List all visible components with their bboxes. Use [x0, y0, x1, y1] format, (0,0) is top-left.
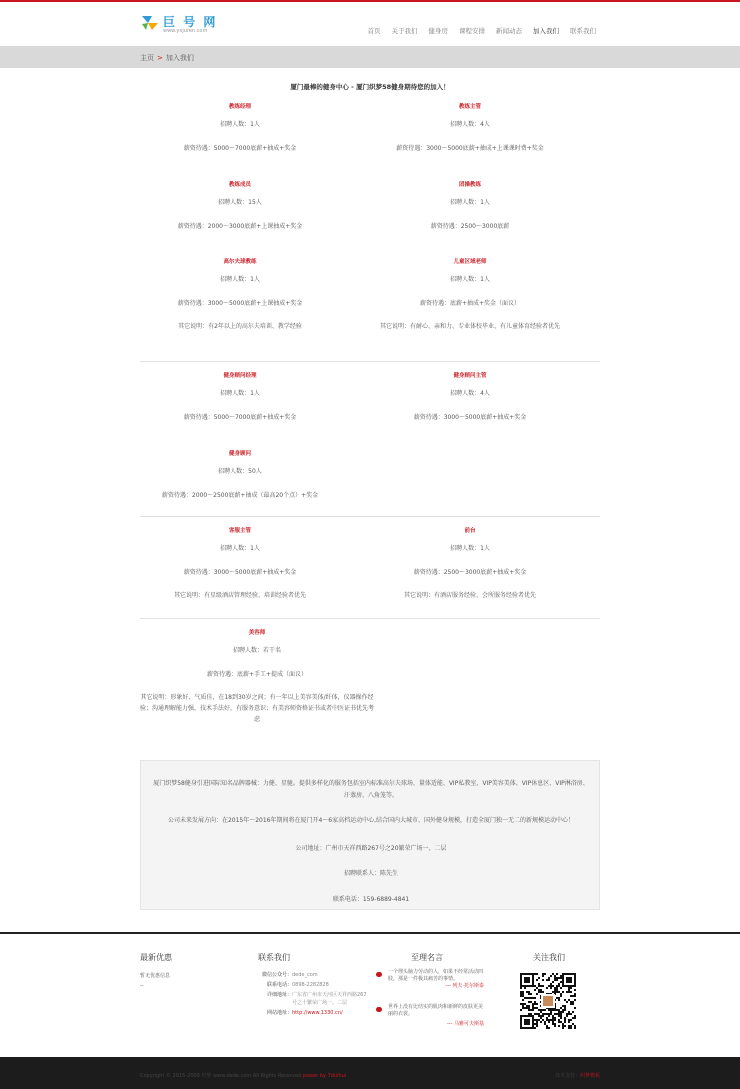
job-detail: 其它说明：形象好，气质佳，在18到30岁之间；有一年以上美容美体/纤体，仪器操作经验；沟通理解能力强，技术手法好，有服务意识；有美容师资格证书或者中医证书优先考虑	[140, 694, 375, 723]
job-title: 健身顾问主管	[453, 373, 487, 379]
nav-item[interactable]: 联系我们	[570, 27, 596, 35]
contact-label: 联系电话：	[266, 982, 292, 988]
quote-item	[388, 1004, 484, 1028]
company-info-line: 公司地址：广州市天祥西路267号之20繁荣广场一、二层	[295, 845, 447, 852]
contact-value: 0898-2282828	[292, 982, 329, 988]
nav-item[interactable]: 首页	[367, 27, 381, 35]
logo-icon	[140, 14, 160, 32]
section-divider	[140, 516, 600, 517]
job-detail: 招聘人数：1人	[220, 390, 260, 397]
job-detail: 薪资待遇：3000～5000底薪+抽成+奖金	[413, 413, 527, 421]
footer-promo	[140, 952, 172, 989]
job-detail: 其它说明：有星级酒店管理经验、培训经验者优先	[173, 592, 306, 599]
footer-contact-title: 联系我们	[258, 953, 290, 962]
breadcrumb-bar	[0, 46, 740, 68]
job-posting	[140, 628, 375, 723]
contact-label: 详细地址：	[266, 992, 292, 998]
footer-promo-dash: --	[140, 983, 144, 989]
contact-row	[258, 981, 368, 989]
job-title: 美容师	[248, 630, 266, 636]
logo[interactable]	[140, 12, 230, 38]
nav-item[interactable]: 新闻动态	[496, 27, 522, 35]
job-title: 教练成员	[228, 182, 251, 188]
footer-quotes	[372, 952, 482, 963]
quote-item	[388, 969, 484, 990]
job-detail: 招聘人数：1人	[450, 276, 490, 283]
job-posting	[370, 526, 570, 599]
job-detail: 薪资待遇：底薪+手工+提成（面议）	[206, 670, 308, 678]
footer-promo-item[interactable]: 暂无优惠信息	[140, 973, 171, 979]
job-detail: 招聘人数：1人	[220, 545, 260, 552]
copyright	[140, 1072, 346, 1079]
quote-icon	[376, 972, 382, 977]
breadcrumb-home-link[interactable]: 主页	[140, 54, 154, 62]
tech-support-label: 技术支持：	[554, 1073, 580, 1079]
nav-item[interactable]: 课程安排	[459, 27, 485, 35]
company-info-line: 厦门织梦58健身引进国际知名品牌器械：力健、星驰。提供多样化的服务包括室内标准高尔夫球场、量体适能、VIP私教室、VIP美容美体、VIP休息区、VIP淋浴房、汗蒸房、八角笼等。	[153, 780, 589, 799]
breadcrumb	[140, 53, 194, 63]
footer-contact	[258, 952, 368, 1019]
company-info-line: 联系电话：159-6889-4841	[332, 896, 410, 903]
job-detail: 招聘人数：1人	[450, 199, 490, 206]
powered-by-link[interactable]: power by 7duihui	[302, 1073, 347, 1079]
quote-author: --- 马雅可夫斯基	[446, 1021, 484, 1027]
job-detail: 薪资待遇：3000～5000底薪+抽成+奖金	[183, 568, 297, 576]
job-title: 客服主管	[228, 528, 251, 534]
footer-follow	[520, 952, 578, 1031]
job-posting	[370, 257, 570, 330]
contact-value[interactable]: http://www.1330.cn/	[292, 1010, 343, 1016]
job-posting	[140, 371, 340, 421]
job-detail: 招聘人数：4人	[450, 121, 490, 128]
qr-code-icon	[520, 973, 576, 1029]
footer-bottom-bar	[0, 1057, 740, 1089]
quote-icon	[376, 1007, 382, 1012]
quote-author: --- 列夫·托尔斯泰	[445, 983, 484, 989]
job-posting	[370, 102, 570, 152]
job-posting	[370, 180, 570, 230]
job-title: 教练主管	[458, 104, 481, 110]
job-title: 高尔夫球教练	[223, 259, 257, 265]
job-posting	[140, 102, 340, 152]
job-detail: 招聘人数：若干名	[232, 647, 281, 654]
footer-quotes-title: 至理名言	[411, 953, 443, 962]
section-divider	[140, 361, 600, 362]
logo-subtext: www.yxjuren.com	[163, 28, 208, 34]
contact-value: 广东省广州市天河区天祥西路267号之十繁荣广场一、二层	[292, 992, 367, 1006]
job-detail: 招聘人数：1人	[450, 545, 490, 552]
job-detail: 其它说明：有2年以上的高尔夫培训、教学经验	[178, 323, 302, 330]
job-detail: 薪资待遇：5000～7000底薪+抽成+奖金	[183, 413, 297, 421]
job-title: 儿童区域老师	[453, 259, 487, 265]
job-title: 健身顾问经理	[223, 373, 257, 379]
breadcrumb-current: 加入我们	[165, 54, 194, 62]
company-info-line: 招聘联系人：陈先生	[343, 870, 398, 877]
contact-label: 微信公众号：	[261, 972, 292, 978]
job-detail: 薪资待遇：2000～2500底薪+抽成（最高20个点）+奖金	[161, 491, 319, 499]
job-detail: 薪资待遇：3000～5000底薪+抽成+上课课时费+奖金	[396, 144, 544, 152]
job-detail: 薪资待遇：2500～3000底薪+抽成+奖金	[413, 568, 527, 576]
job-detail: 薪资待遇：2000～3000底薪+上课抽成+奖金	[177, 222, 303, 230]
job-detail: 招聘人数：4人	[450, 390, 490, 397]
contact-label: 网站地址：	[266, 1010, 292, 1016]
job-detail: 薪资待遇：2500～3000底薪	[430, 222, 510, 230]
job-detail: 招聘人数：1人	[220, 121, 260, 128]
nav-item[interactable]: 加入我们	[533, 27, 559, 35]
footer-promo-title: 最新优惠	[140, 953, 172, 962]
nav-item[interactable]: 健身房	[428, 27, 448, 35]
job-title: 健身顾问	[228, 451, 251, 457]
job-detail: 薪资待遇：3000～5000底薪+上课抽成+奖金	[177, 299, 303, 307]
job-posting	[140, 180, 340, 230]
header	[0, 2, 740, 46]
job-detail: 招聘人数：1人	[220, 276, 260, 283]
logo-text: 巨 号 网	[163, 15, 218, 29]
job-detail: 薪资待遇：底薪+抽成+奖金（面议）	[419, 299, 521, 307]
company-info-box	[140, 760, 600, 910]
job-detail: 薪资待遇：5000～7000底薪+抽成+奖金	[183, 144, 297, 152]
job-posting	[140, 526, 340, 599]
job-posting	[140, 449, 340, 499]
job-title: 团操教练	[458, 182, 481, 188]
job-detail: 其它说明：有酒店服务经验、会所服务经验者优先	[403, 592, 536, 599]
job-posting	[370, 371, 570, 421]
company-info-line: 公司未来发展方向：在2015年～2016年期间将在厦门开4～6家高档运动中心,结合国内大城市、国外健身规模，打造全厦门独一无二的新规模运动中心！	[167, 817, 575, 824]
job-detail: 其它说明：有耐心、亲和力、专业体校毕业、有儿童体育经验者优先	[379, 323, 560, 330]
contact-value: dede_com	[292, 972, 318, 978]
job-title: 前台	[464, 528, 476, 534]
contact-row	[258, 1009, 368, 1017]
tech-support	[555, 1072, 600, 1079]
copyright-text: Copyright © 2015-2009 织梦 www.dede.com All Rights Reserved	[140, 1073, 302, 1079]
job-title: 教练经理	[228, 104, 251, 110]
contact-row	[258, 971, 368, 979]
job-posting	[140, 257, 340, 330]
main-nav	[368, 26, 597, 35]
section-divider	[140, 618, 600, 619]
contact-row	[258, 991, 368, 1007]
page-title: 厦门最棒的健身中心 - 厦门织梦58健身期待您的加入！	[290, 83, 450, 91]
nav-item[interactable]: 关于我们	[391, 27, 418, 35]
footer-divider	[0, 932, 740, 934]
footer-follow-title: 关注我们	[533, 953, 565, 962]
job-detail: 招聘人数：50人	[218, 468, 262, 475]
quote-text: 一个埋头脑力劳动的人，如果不经常活动四肢，那是一件极其痛苦的事情。	[388, 969, 484, 982]
tech-support-link[interactable]: 织梦模板	[579, 1073, 600, 1079]
breadcrumb-separator: >	[157, 54, 163, 62]
quote-text: 世界上没有比结实的肌肉和新鲜的皮肤更美丽的衣裳。	[388, 1004, 484, 1017]
job-detail: 招聘人数：15人	[218, 199, 262, 206]
